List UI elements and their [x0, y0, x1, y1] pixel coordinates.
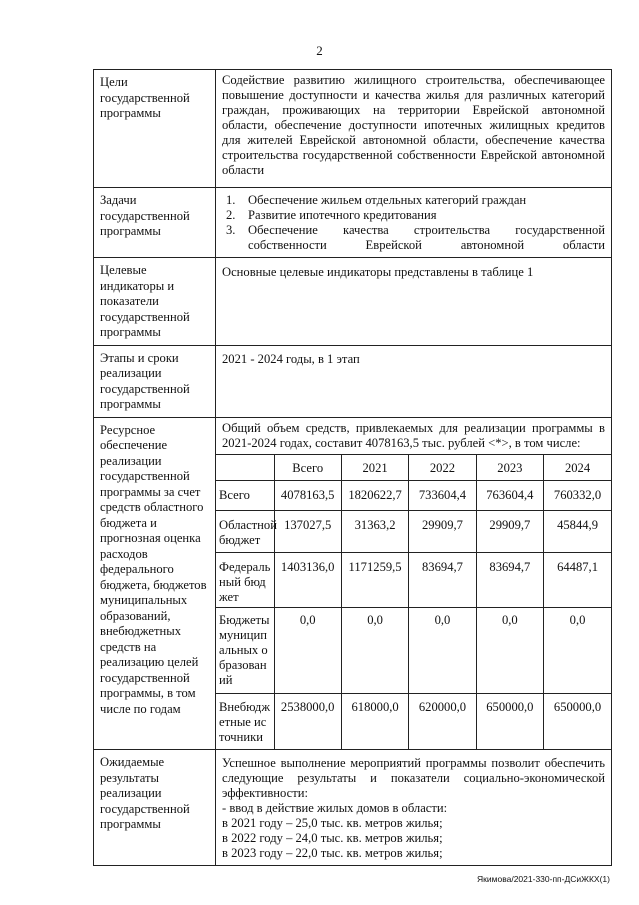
- label-resources: Ресурсное обеспечение реализации государственной программы за счет средств областного бюджета и прогнозная оценка расходов федерального бюджета, бюджетов муниципальных образований, внебюджетных средств на реализацию целей государственной программы, в том числе по годам: [94, 417, 216, 750]
- finance-cell: 650000,0: [476, 693, 543, 749]
- finance-cell: 83694,7: [476, 552, 543, 607]
- finance-row-label: Федеральный бюджет: [216, 552, 274, 607]
- finance-cell: 2538000,0: [274, 693, 341, 749]
- page-number: 2: [316, 43, 323, 58]
- finance-cell: 83694,7: [409, 552, 476, 607]
- finance-cell: 137027,5: [274, 510, 341, 552]
- document-footer-code: Якимова/2021-330-пп-ДСиЖКХ(1): [477, 874, 610, 884]
- task-number: 2.: [226, 208, 236, 222]
- finance-cell: 31363,2: [341, 510, 408, 552]
- finance-cell: 1171259,5: [341, 552, 408, 607]
- finance-row-label: Областной бюджет: [216, 510, 274, 552]
- program-passport-table: [93, 69, 612, 866]
- finance-cell: 29909,7: [476, 510, 543, 552]
- task-text: Развитие ипотечного кредитования: [248, 208, 437, 222]
- finance-row-label: Бюджеты муниципальных образований: [216, 607, 274, 693]
- finance-table: [216, 454, 611, 750]
- row-resources: [94, 417, 612, 750]
- finance-cell: 0,0: [274, 607, 341, 693]
- finance-cell: 1403136,0: [274, 552, 341, 607]
- row-results: [94, 750, 612, 866]
- results-line: в 2023 году – 22,0 тыс. кв. метров жилья;: [222, 846, 443, 860]
- value-indicators: Основные целевые индикаторы представлены в таблице 1: [216, 258, 612, 346]
- task-number: 1.: [226, 193, 236, 207]
- value-resources: [216, 417, 612, 750]
- finance-cell: 45844,9: [544, 510, 611, 552]
- row-stages: [94, 345, 612, 417]
- finance-cell: 0,0: [409, 607, 476, 693]
- task-item: [222, 208, 605, 223]
- finance-row-label: Всего: [216, 480, 274, 510]
- task-text: Обеспечение жильем отдельных категорий граждан: [248, 193, 527, 207]
- finance-cell: 733604,4: [409, 480, 476, 510]
- finance-cell: 620000,0: [409, 693, 476, 749]
- results-line: Успешное выполнение мероприятий программы позволит обеспечить следующие результаты и показатели социально-экономической эффективности:: [222, 756, 605, 800]
- finance-row: [216, 510, 611, 552]
- finance-cell: 29909,7: [409, 510, 476, 552]
- value-stages: 2021 - 2024 годы, в 1 этап: [216, 345, 612, 417]
- finance-row: [216, 480, 611, 510]
- value-goals: Содействие развитию жилищного строительства, обеспечивающее повышение доступности и качества жилья для различных категорий граждан, проживающих на территории Еврейской автономной области, обеспечение доступности ипотечных жилищных кредитов для жителей Еврейской автономной области, обеспечение качества строительства государственной собственности Еврейской автономной области: [216, 70, 612, 188]
- finance-cell: 0,0: [341, 607, 408, 693]
- label-goals: Цели государственной программы: [94, 70, 216, 188]
- label-indicators: Целевые индикаторы и показатели государственной программы: [94, 258, 216, 346]
- finance-row: [216, 552, 611, 607]
- row-goals: [94, 70, 612, 188]
- finance-row: [216, 607, 611, 693]
- finance-cell: 760332,0: [544, 480, 611, 510]
- finance-cell: 650000,0: [544, 693, 611, 749]
- row-tasks: [94, 188, 612, 258]
- value-tasks: [216, 188, 612, 258]
- finance-header-row: [216, 454, 611, 480]
- row-indicators: [94, 258, 612, 346]
- finance-cell: 64487,1: [544, 552, 611, 607]
- finance-header-cell: 2024: [544, 454, 611, 480]
- results-line: в 2021 году – 25,0 тыс. кв. метров жилья;: [222, 816, 443, 830]
- finance-cell: 0,0: [476, 607, 543, 693]
- task-item: [222, 193, 605, 208]
- finance-row: [216, 693, 611, 749]
- results-line: - ввод в действие жилых домов в области:: [222, 801, 448, 815]
- results-line: в 2022 году – 24,0 тыс. кв. метров жилья;: [222, 831, 443, 845]
- label-tasks: Задачи государственной программы: [94, 188, 216, 258]
- finance-cell: 763604,4: [476, 480, 543, 510]
- label-results: Ожидаемые результаты реализации государственной программы: [94, 750, 216, 866]
- finance-cell: 4078163,5: [274, 480, 341, 510]
- task-number: 3.: [226, 223, 236, 237]
- task-text: Обеспечение качества строительства государственной собственности Еврейской автономной области: [248, 223, 605, 252]
- finance-cell: 0,0: [544, 607, 611, 693]
- finance-header-cell: Всего: [274, 454, 341, 480]
- task-item: [222, 223, 605, 253]
- finance-header-cell: 2023: [476, 454, 543, 480]
- label-stages: Этапы и сроки реализации государственной программы: [94, 345, 216, 417]
- finance-row-label: Внебюджетные источники: [216, 693, 274, 749]
- finance-cell: 618000,0: [341, 693, 408, 749]
- finance-cell: 1820622,7: [341, 480, 408, 510]
- finance-header-cell: [216, 454, 274, 480]
- resources-intro: Общий объем средств, привлекаемых для реализации программы в 2021-2024 годах, составит 4078163,5 тыс. рублей <*>, в том числе:: [222, 420, 605, 450]
- finance-header-cell: 2021: [341, 454, 408, 480]
- finance-header-cell: 2022: [409, 454, 476, 480]
- value-results: [216, 750, 612, 866]
